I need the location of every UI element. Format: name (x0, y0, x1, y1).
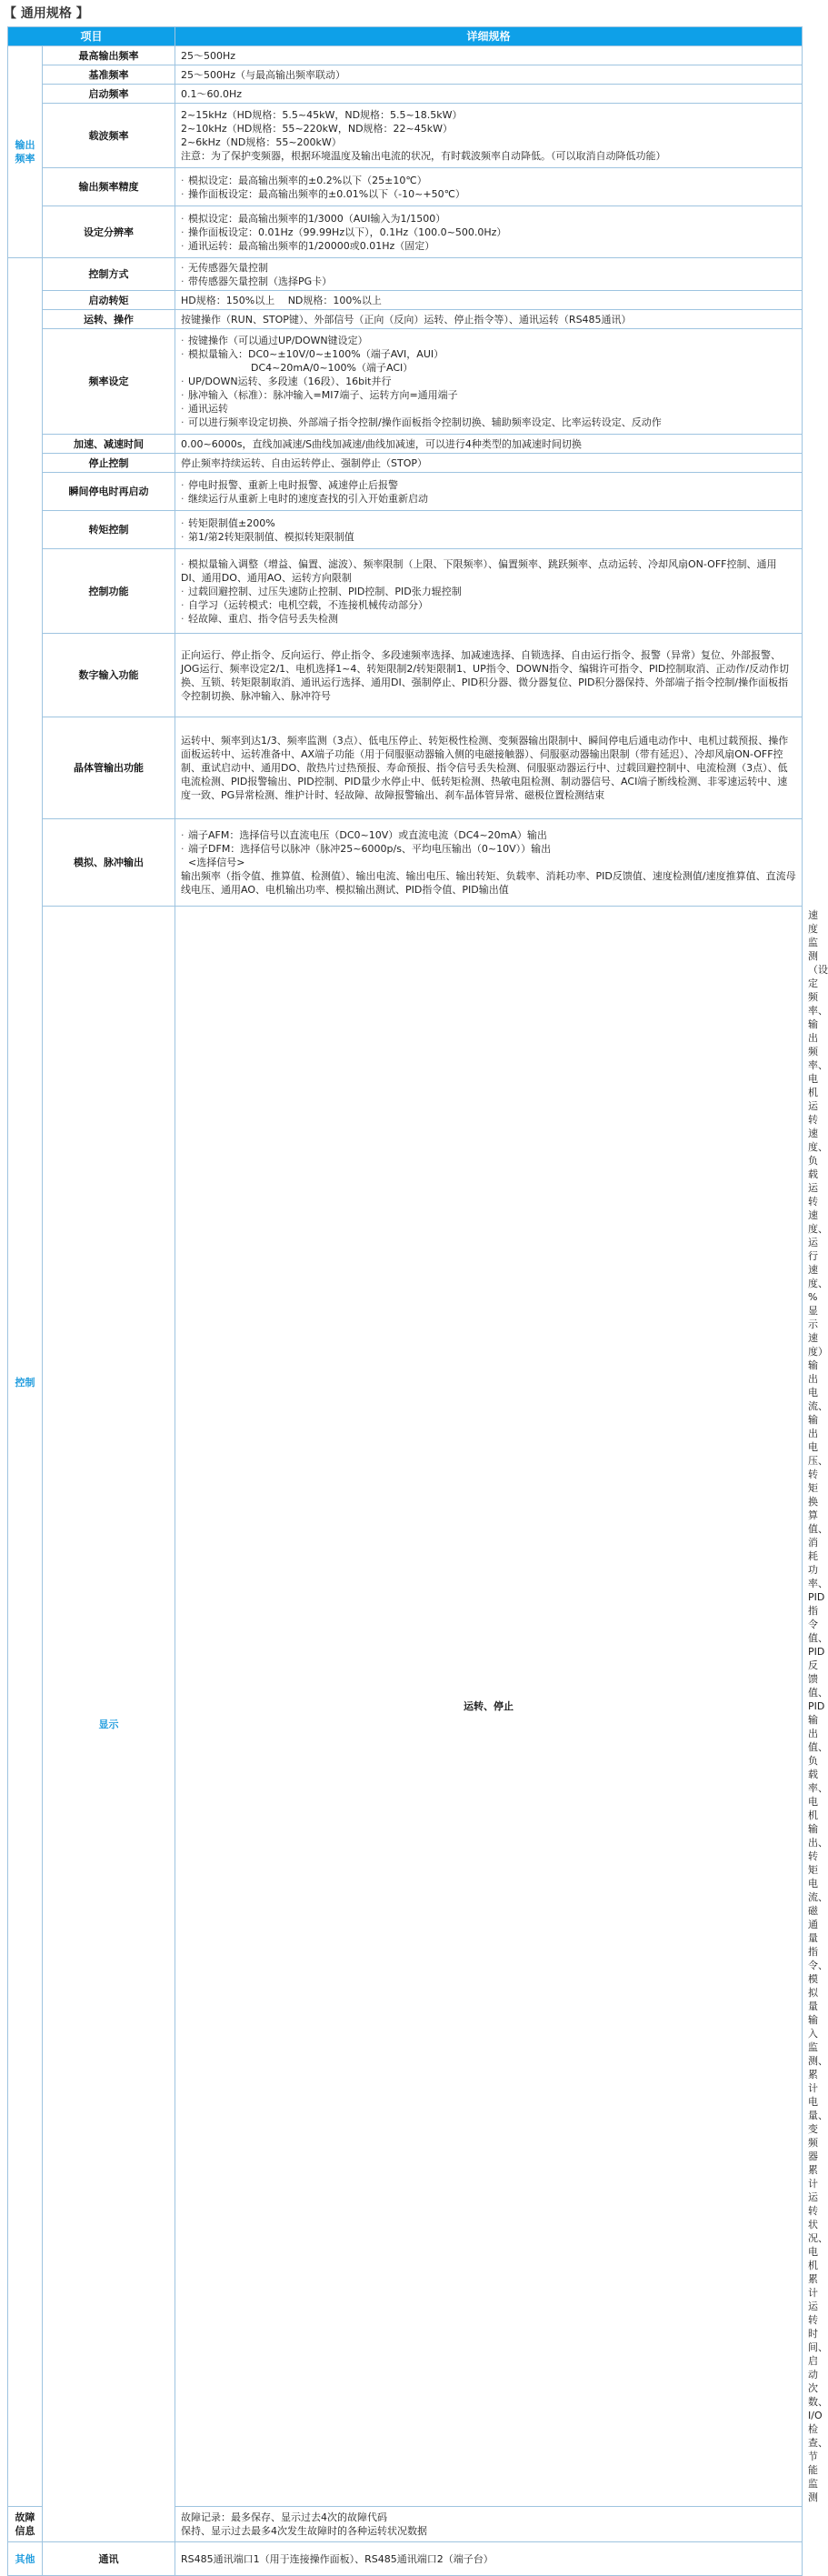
spec-table (7, 26, 828, 2576)
row-detail: 运转中、频率到达1/3、频率监测（3点）、低电压停止、转矩极性检测、变频器输出限制中、瞬间停电后通电动作中、电机过载预报、操作面板运转中、运转准备中、AX端子功能（用于伺服驱动器输入侧的电磁接触器）、伺服驱动器输出限制（带有延迟）、冷却风扇ON-OFF控制、重试启动中、通用DO、散热片过热预报、寿命预报、指令信号丢失检测、伺服驱动器运行中、过载回避控制中、电流检测（3点）、低电流检测、PID报警输出、PID控制、PID量少水停止中、低转矩检测、热敏电阻检测、制动器信号、ACI端子断线检测、非零速运转中、速度一致、PG异常检测、维护计时、轻故障、故障报警输出、刹车晶体管异常、磁极位置检测结束 (175, 717, 803, 819)
row-label: 启动频率 (43, 85, 175, 104)
table-row (8, 168, 803, 206)
row-label: 输出频率精度 (43, 168, 175, 206)
table-row (8, 717, 803, 819)
header-item: 项目 (8, 27, 175, 46)
row-label: 控制方式 (43, 258, 175, 291)
table-row (8, 310, 803, 329)
row-label: 故障信息 (8, 2507, 43, 2542)
table-row: 显示 运转、停止 速度监测（设定频率、输出频率、电机运转速度、负载运转速度、运行速度、%显示速度）输出电流、输出电压、转矩换算值、消耗功率、PID指令值、PID反馈值、PID输出值、负载率、电机输出、转矩电流、磁通量指令、模拟量输入监测、累计电量、变频器累计运转状况、电机累计运转时间、启动次数、I/O检查、节能监测 (8, 907, 803, 2507)
row-detail: HD规格：150%以上 ND规格：100%以上 (175, 291, 803, 310)
row-detail: · 无传感器矢量控制 · 带传感器矢量控制（选择PG卡） (175, 258, 803, 291)
row-detail: 停止频率持续运转、自由运转停止、强制停止（STOP） (175, 454, 803, 473)
row-detail: · 模拟设定：最高输出频率的±0.2%以下（25±10℃） · 操作面板设定：最高输出频率的±0.01%以下（-10~+50℃） (175, 168, 803, 206)
table-row (8, 291, 803, 310)
category-control: 控制 (8, 258, 43, 2507)
row-detail: 25～500Hz (175, 46, 803, 65)
table-row (8, 258, 803, 291)
table-row (8, 634, 803, 717)
row-detail: · 转矩限制值±200% · 第1/第2转矩限制值、模拟转矩限制值 (175, 511, 803, 549)
row-detail: 2~15kHz（HD规格：5.5~45kW，ND规格：5.5~18.5kW） 2~10kHz（HD规格：55~220kW，ND规格：22~45kW） 2~6kHz（ND规格：55~200kW） 注意：为了保护变频器，根据环境温度及输出电流的状况，有时载波频率自动降低。（可以取消自动降低功能） (175, 104, 803, 168)
row-detail: 0.1～60.0Hz (175, 85, 803, 104)
table-row (8, 85, 803, 104)
row-label: 控制功能 (43, 549, 175, 634)
row-label: 模拟、脉冲输出 (43, 819, 175, 907)
row-detail: 故障记录：最多保存、显示过去4次的故障代码 保持、显示过去最多4次发生故障时的各种运转状况数据 (175, 2507, 803, 2542)
table-row (8, 435, 803, 454)
row-label: 启动转矩 (43, 291, 175, 310)
table-row (8, 2542, 803, 2576)
table-header-row (8, 27, 803, 46)
row-label: 转矩控制 (43, 511, 175, 549)
row-label: 最高输出频率 (43, 46, 175, 65)
page-title: 【 通用规格 】 (4, 6, 89, 21)
table-row (8, 473, 803, 511)
row-detail: · 模拟量输入调整（增益、偏置、滤波）、频率限制（上限、下限频率）、偏置频率、跳跃频率、点动运转、冷却风扇ON-OFF控制、通用DI、通用DO、通用AO、运转方向限制 · 过载回避控制、过压失速防止控制、PID控制、PID张力辊控制 · 自学习（运转模式：电机空载，不连接机械传动部分） · 轻故障、重启、指令信号丢失检测 (175, 549, 803, 634)
row-label: 通讯 (43, 2542, 175, 2576)
table-row (8, 819, 803, 907)
row-label: 加速、减速时间 (43, 435, 175, 454)
row-detail: · 端子AFM：选择信号以直流电压（DC0~10V）或直流电流（DC4~20mA）输出 · 端子DFM：选择信号以脉冲（脉冲25~6000p/s、平均电压输出（0~10V））输出 <选择信号> 输出频率（指令值、推算值、检测值）、输出电流、输出电压、输出转矩、负载率、消耗功率、PID反馈值、速度检测值/速度推算值、直流母线电压、通用AO、电机输出功率、模拟输出测试、PID指令值、PID输出值 (175, 819, 803, 907)
header-detail: 详细规格 (175, 27, 803, 46)
row-detail: 25～500Hz（与最高输出频率联动） (175, 65, 803, 85)
row-detail: · 停电时报警、重新上电时报警、减速停止后报警 · 继续运行从重新上电时的速度查找的引入开始重新启动 (175, 473, 803, 511)
row-detail: · 按键操作（可以通过UP/DOWN键设定） · 模拟量输入：DC0~±10V/0~±100%（端子AVI，AUI） DC4~20mA/0~100%（端子ACI） · UP/DOWN运转、多段速（16段）、16bit并行 · 脉冲输入（标准）：脉冲输入=MI7端子、运转方向=通用端子 · 通讯运转 · 可以进行频率设定切换、外部端子指令控制/操作面板指令控制切换、辅助频率设定、比率运转设定、反动作 (175, 329, 803, 435)
table-row (8, 46, 803, 65)
row-label: 设定分辨率 (43, 206, 175, 258)
table-row (8, 454, 803, 473)
table-row (8, 549, 803, 634)
category-other: 其他 (8, 2542, 43, 2576)
category-output-frequency: 输出频率 (8, 46, 43, 258)
category-display: 显示 (43, 907, 175, 2542)
row-label: 停止控制 (43, 454, 175, 473)
table-row (8, 511, 803, 549)
row-detail: 按键操作（RUN、STOP键）、外部信号（正向（反向）运转、停止指令等）、通讯运转（RS485通讯） (175, 310, 803, 329)
row-label: 频率设定 (43, 329, 175, 435)
row-detail: 正向运行、停止指令、反向运行、停止指令、多段速频率选择、加减速选择、自锁选择、自由运行指令、报警（异常）复位、外部报警、JOG运行、频率设定2/1、电机选择1~4、转矩限制2/转矩限制1、UP指令、DOWN指令、编辑许可指令、PID控制取消、正动作/反动作切换、互锁、转矩限制取消、通讯运行选择、通用DI、强制停止、PID积分器、微分器复位、PID积分器保持、外部端子指令控制/操作面板指令控制切换、脉冲输入、脉冲符号 (175, 634, 803, 717)
row-label: 基准频率 (43, 65, 175, 85)
row-label: 运转、停止 (175, 907, 803, 2507)
row-detail: RS485通讯端口1（用于连接操作面板）、RS485通讯端口2（端子台） (175, 2542, 803, 2576)
row-label: 运转、操作 (43, 310, 175, 329)
table-row (8, 206, 803, 258)
table-row (8, 329, 803, 435)
table-row (8, 104, 803, 168)
row-detail: 0.00~6000s，直线加减速/S曲线加减速/曲线加减速，可以进行4种类型的加减速时间切换 (175, 435, 803, 454)
table-row (8, 65, 803, 85)
row-detail: · 模拟设定：最高输出频率的1/3000（AUI输入为1/1500） · 操作面板设定：0.01Hz（99.99Hz以下），0.1Hz（100.0~500.0Hz） · 通讯运转：最高输出频率的1/20000或0.01Hz（固定） (175, 206, 803, 258)
row-label: 瞬间停电时再启动 (43, 473, 175, 511)
row-label: 晶体管输出功能 (43, 717, 175, 819)
row-label: 载波频率 (43, 104, 175, 168)
row-label: 数字输入功能 (43, 634, 175, 717)
